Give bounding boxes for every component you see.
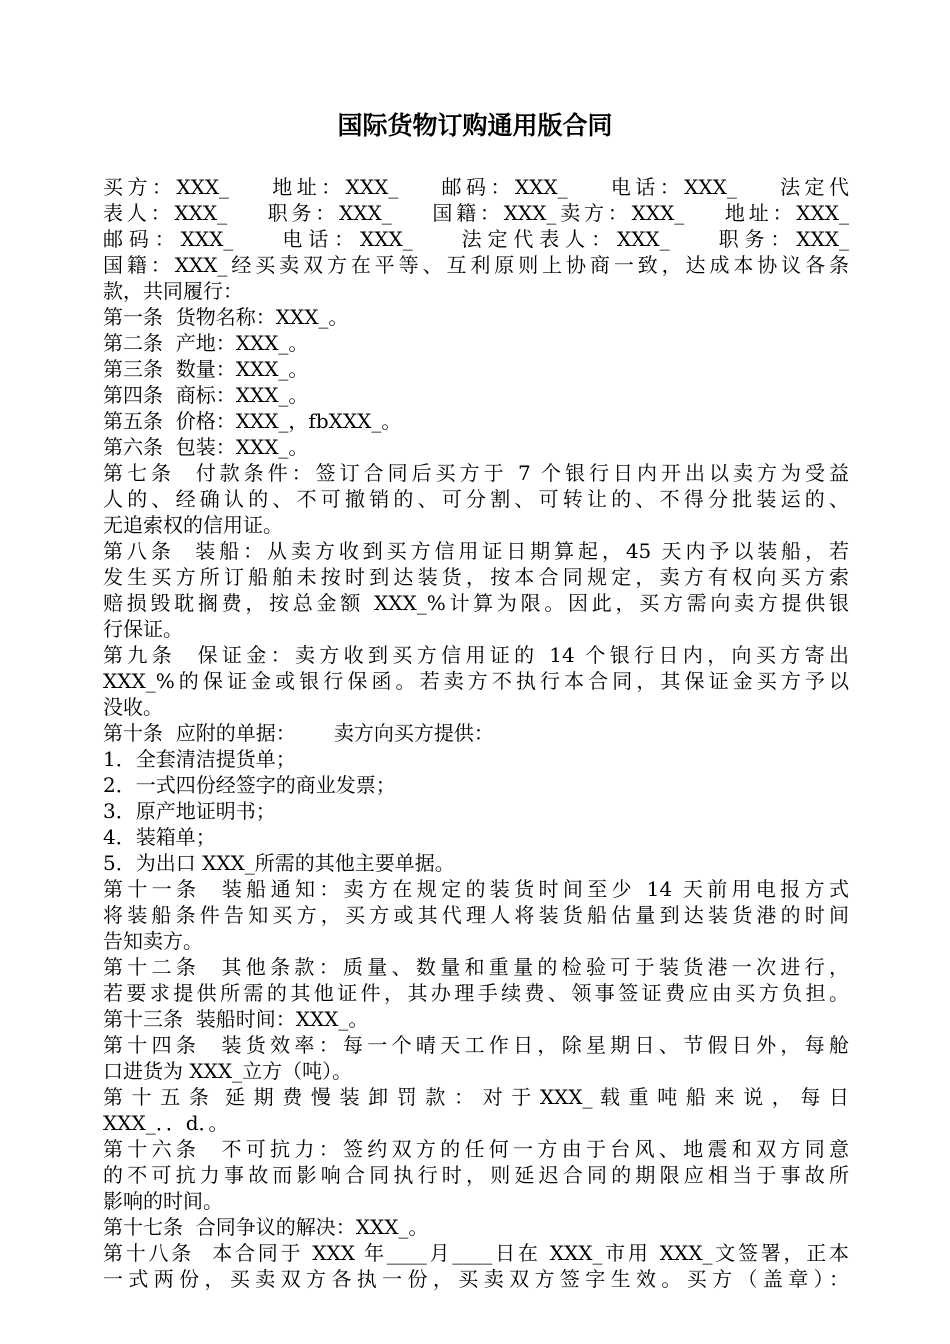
- contract-text-line: XXX_．．d．。: [103, 1111, 229, 1135]
- contract-text-line: 第十四条 装货效率：每一个晴天工作日，除星期日、节假日外，每舱: [103, 1033, 849, 1057]
- contract-text-line: 第十八条 本合同于 XXX 年____月____日在 XXX_市用 XXX_文签署，正本: [103, 1241, 849, 1265]
- contract-text-line: XXX_%的保证金或银行保函。若卖方不执行本合同，其保证金买方予以: [103, 669, 849, 693]
- contract-text-line: 第一条 货物名称：XXX_。: [103, 305, 349, 329]
- contract-text-line: 4．装箱单；: [103, 825, 216, 849]
- contract-text-line: 3．原产地证明书；: [103, 799, 276, 823]
- contract-text-line: 第九条 保证金：卖方收到买方信用证的 14 个银行日内，向买方寄出: [103, 643, 849, 667]
- contract-text-line: 5．为出口 XXX_所需的其他主要单据。: [103, 851, 455, 875]
- contract-text-line: 的不可抗力事故而影响合同执行时，则延迟合同的期限应相当于事故所: [103, 1163, 849, 1187]
- contract-text-line: 若要求提供所需的其他证件，其办理手续费、领事签证费应由买方负担。: [103, 981, 849, 1005]
- contract-text-line: 第十六条 不可抗力：签约双方的任何一方由于台风、地震和双方同意: [103, 1137, 849, 1161]
- contract-text-line: 第十三条 装船时间：XXX_。: [103, 1007, 369, 1031]
- contract-text-line: 口进货为 XXX_立方（吨）。: [103, 1059, 353, 1083]
- contract-text-line: 2．一式四份经签字的商业发票；: [103, 773, 396, 797]
- contract-text-line: 第六条 包装：XXX_。: [103, 435, 309, 459]
- contract-body: [103, 174, 849, 1292]
- contract-text-line: 人的、经确认的、不可撤销的、可分割、可转让的、不得分批装运的、: [103, 487, 849, 511]
- contract-text-line: 将装船条件告知买方，买方或其代理人将装货船估量到达装货港的时间: [103, 903, 849, 927]
- contract-text-line: 表人：XXX_ 职务：XXX_ 国籍：XXX_卖方：XXX_ 地址：XXX_: [103, 201, 849, 225]
- contract-text-line: 第八条 装船：从卖方收到买方信用证日期算起，45 天内予以装船，若: [103, 539, 849, 563]
- contract-text-line: 第十七条 合同争议的解决：XXX_。: [103, 1215, 429, 1239]
- contract-text-line: 国籍：XXX_经买卖双方在平等、互利原则上协商一致，达成本协议各条: [103, 253, 849, 277]
- contract-text-line: 第五条 价格：XXX_，fbXXX_。: [103, 409, 402, 433]
- contract-text-line: 行保证。: [103, 617, 183, 641]
- contract-text-line: 第四条 商标：XXX_。: [103, 383, 309, 407]
- contract-text-line: 第三条 数量：XXX_。: [103, 357, 309, 381]
- contract-text-line: 买方：XXX_ 地址：XXX_ 邮码：XXX_ 电话：XXX_ 法定代: [103, 175, 849, 199]
- contract-text-line: 第十二条 其他条款：质量、数量和重量的检验可于装货港一次进行，: [103, 955, 849, 979]
- contract-text-line: 一式两份，买卖双方各执一份，买卖双方签字生效。买方（盖章）：: [103, 1267, 849, 1291]
- contract-text-line: 第十一条 装船通知：卖方在规定的装货时间至少 14 天前用电报方式: [103, 877, 849, 901]
- document-title: 国际货物订购通用版合同: [337, 111, 613, 140]
- contract-text-line: 没收。: [103, 695, 163, 719]
- contract-text-line: 第七条 付款条件：签订合同后买方于 7 个银行日内开出以卖方为受益: [103, 461, 849, 485]
- contract-text-line: 发生买方所订船舶未按时到达装货，按本合同规定，卖方有权向买方索: [103, 565, 849, 589]
- contract-text-line: 告知卖方。: [103, 929, 203, 953]
- contract-text-line: 邮码：XXX_ 电话：XXX_ 法定代表人：XXX_ 职务：XXX_: [103, 227, 849, 251]
- contract-text-line: 影响的时间。: [103, 1189, 223, 1213]
- contract-text-line: 无追索权的信用证。: [103, 513, 283, 537]
- contract-text-line: 第二条 产地：XXX_。: [103, 331, 309, 355]
- contract-text-line: 赔损毁耽搁费，按总金额 XXX_%计算为限。因此，买方需向卖方提供银: [103, 591, 849, 615]
- contract-text-line: 款，共同履行：: [103, 279, 243, 303]
- contract-text-line: 第十条 应附的单据： 卖方向买方提供：: [103, 721, 494, 745]
- contract-text-line: 第 十 五 条 延 期 费 慢 装 卸 罚 款 ： 对 于 XXX_ 载 重 吨 船 来 说 ， 每 日: [103, 1085, 849, 1109]
- contract-text-line: 1．全套清洁提货单；: [103, 747, 296, 771]
